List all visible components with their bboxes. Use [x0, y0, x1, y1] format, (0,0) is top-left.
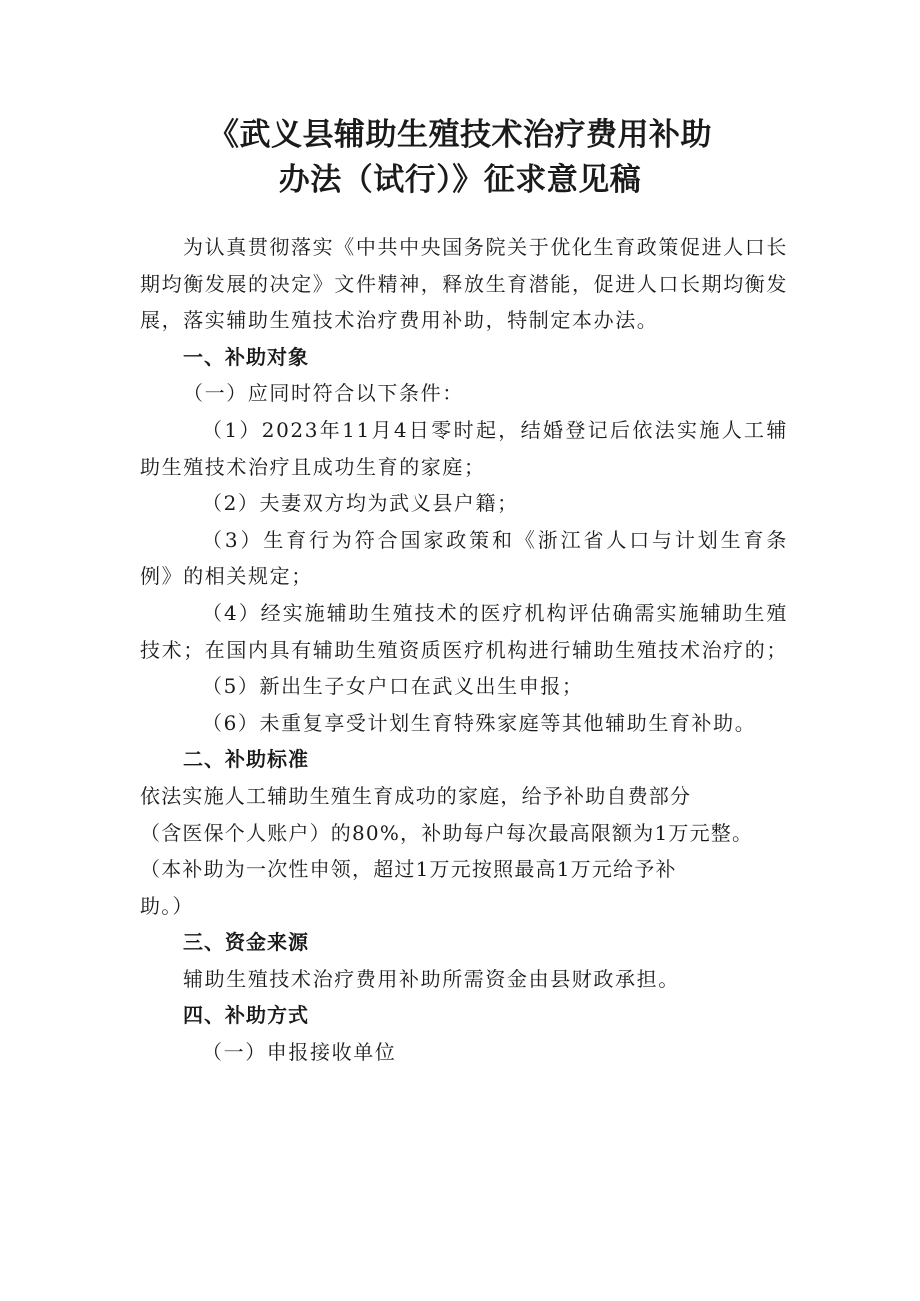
document-body — [140, 229, 788, 1071]
document-title-line-2: 办法（试行）》征求意见稿 — [278, 162, 642, 198]
condition-item-4: （4）经实施辅助生殖技术的医疗机构评估确需实施辅助生殖技术；在国内具有辅助生殖资质医疗机构进行辅助生殖技术治疗的； — [140, 600, 788, 662]
condition-item-2: （2）夫妻双方均为武义县户籍； — [202, 491, 519, 516]
standard-line-2: （含医保个人账户）的80%，补助每户每次最高限额为1万元整。 — [140, 820, 754, 845]
section-heading-subsidy-target: 一、补助对象 — [183, 344, 309, 369]
condition-item-1: （1）2023年11月4日零时起，结婚登记后依法实施人工辅助生殖技术治疗且成功生育的家庭； — [140, 417, 788, 479]
standard-line-3: （本补助为一次性申领，超过1万元按照最高1万元给予补 — [140, 857, 677, 882]
condition-item-3: （3）生育行为符合国家政策和《浙江省人口与计划生育条例》的相关规定； — [140, 527, 788, 589]
intro-paragraph: 为认真贯彻落实《中共中央国务院关于优化生育政策促进人口长期均衡发展的决定》文件精神，释放生育潜能，促进人口长期均衡发展，落实辅助生殖技术治疗费用补助，特制定本办法。 — [140, 235, 788, 333]
section-heading-subsidy-method: 四、补助方式 — [183, 1003, 309, 1028]
condition-item-6: （6）未重复享受计划生育特殊家庭等其他辅助生育补助。 — [202, 710, 757, 735]
standard-line-1: 依法实施人工辅助生殖生育成功的家庭，给予补助自费部分 — [140, 783, 692, 808]
condition-item-5: （5）新出生子女户口在武义出生申报； — [202, 674, 584, 699]
subsection-application-unit: （一）申报接收单位 — [202, 1040, 397, 1065]
section-heading-subsidy-standard: 二、补助标准 — [183, 747, 309, 772]
section-heading-fund-source: 三、资金来源 — [183, 930, 309, 955]
document-title-line-1: 《武义县辅助生殖技术治疗费用补助 — [208, 117, 712, 153]
subsection-conditions: （一）应同时符合以下条件： — [183, 381, 464, 406]
standard-line-4: 助。） — [140, 893, 194, 918]
fund-source-text: 辅助生殖技术治疗费用补助所需资金由县财政承担。 — [183, 966, 680, 991]
